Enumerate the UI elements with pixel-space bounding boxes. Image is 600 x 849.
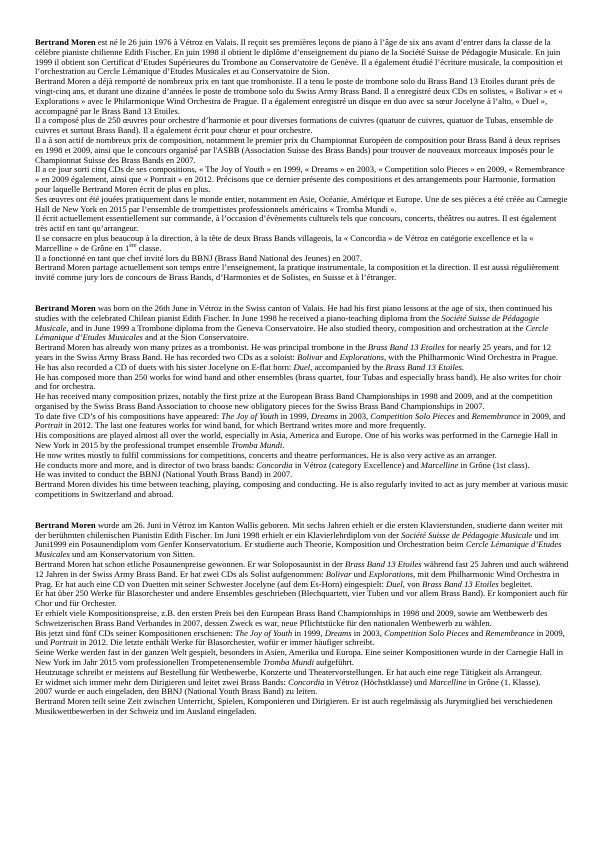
text-run: Marcelline xyxy=(420,459,459,470)
text-run: Competition Solo Pieces xyxy=(384,627,469,638)
paragraph xyxy=(35,234,570,254)
text-run: , von xyxy=(402,578,423,589)
text-run: während fast 25 Jahren und auch während 12 Jahren in der Swiss Army Brass Band. Er hat zwei CDs als Solist aufgenommen: xyxy=(35,559,569,579)
paragraph xyxy=(35,77,570,116)
text-run: Competition Solo Pieces xyxy=(370,410,455,421)
text-run: The Joy of Youth xyxy=(221,410,279,421)
text-run: Concordia xyxy=(287,676,325,687)
text-run: Dreams xyxy=(310,410,338,421)
text-run: He was invited to conduct the BBNJ (National Youth Brass Band) in 2007. xyxy=(35,469,293,480)
text-run: Seine Werke werden fast in der ganzen Welt gespielt, besonders in Asien, Amerika und Europa. Eine seiner Kompositionen wurde in der Carnegie Hall in New York im Jahr 2015 vom professionellen Trompetenensemble xyxy=(35,647,564,668)
text-run: Bertrand Moren xyxy=(35,37,96,47)
section-french xyxy=(35,38,570,283)
text-run: Remembrance xyxy=(471,410,521,421)
text-run: Duel xyxy=(386,578,403,589)
text-run: begleitet. xyxy=(498,578,533,589)
text-run: Concordia xyxy=(256,459,293,470)
text-run: Brass Band 13 Etoiles xyxy=(367,342,445,353)
paragraph xyxy=(35,431,570,451)
paragraph xyxy=(35,392,570,412)
text-run: He has composed more than 250 works for wind band and other ensembles (brass quartet, four Tubas and especially brass band). He also writes for choir and for orchestra. xyxy=(35,371,562,392)
text-run: 2007 wurde er auch eingeladen, den BBNJ (National Youth Brass Band) zu leiten. xyxy=(35,686,318,697)
text-run: classe. xyxy=(136,242,162,253)
text-run: Tromba Mundi xyxy=(262,657,314,668)
text-run: Il a à son actif de nombreux prix de composition, notamment le premier prix du Championnat Européen de composition pour Brass Band à deux reprises en 1998 et 2009, ainsi que le concours organisé par l'ASBB (Association Suisse des Brass Bands) pour trouver de nouveaux morceaux imposés pour le Championnat Suisse des Brass Bands en 2007. xyxy=(35,134,561,165)
text-run: und am Konservatorium von Sitten. xyxy=(69,549,195,560)
text-run: Brass Band 13 Etoiles xyxy=(345,559,422,570)
paragraph xyxy=(35,116,570,136)
text-run: and xyxy=(322,351,340,362)
document-body xyxy=(35,38,570,717)
text-run: Marcelline xyxy=(429,676,467,687)
text-run: Dreams xyxy=(324,627,352,638)
text-run: Société Suisse de Pédagogie Musicale xyxy=(401,529,533,540)
text-run: Il écrit actuellement essentiellement sur commande, à l’occasion d’évènements culturels tels que concours, concerts, théâtres ou autres. Il est également très actif en tant qu’arrangeur. xyxy=(35,213,557,234)
paragraph xyxy=(35,629,570,649)
text-run: Portrait xyxy=(35,420,63,431)
paragraph xyxy=(35,263,570,283)
text-run: in 1999, xyxy=(278,410,311,421)
text-run: , mit dem Philharmonic Wind Orchestra in Prag. Er hat auch eine CD von Duetten mit seiner Schwester Jocelyne (auf dem Es-Horn) eingespielt: xyxy=(35,568,560,589)
text-run: Bertrand Moren a déjà remporté de nombreux prix en tant que tromboniste. Il a tenu le poste de trombone solo du Brass Band 13 Etoiles durant près de vingt-cinq ans, et durant une dizaine d’années le poste de trombone solo du Swiss Army Brass Band. Il a enregistré deux CDs en solistes, « Bolivar » et « Explorations » avec le Philarmonique Wind Orchestra de Prague. Il a également enregistré un disque en duo avec sa sœur Jocelyne à l’alto, « Duel », accompagné par le Brass Band 13 Etoiles. xyxy=(35,76,563,116)
text-run: Remembrance xyxy=(485,627,535,638)
text-run: Bolivar xyxy=(297,351,323,362)
text-run: in Vétroz (category Excellence) and xyxy=(292,459,421,470)
text-run: Explorations xyxy=(368,568,414,579)
text-run: The Joy of Youth xyxy=(235,627,293,638)
text-run: Bis jetzt sind fünf CDs seiner Kompositionen erschienen: xyxy=(35,627,236,638)
text-run: und im Juni1999 ein Posaunendiplom vom Genfer Konservatorium. Er studierte auch Theorie, Komposition und Orchestration beim xyxy=(35,529,559,550)
text-run: To date five CD’s of his compositions have appeared: xyxy=(35,410,222,421)
text-run: in 2009, and xyxy=(520,410,566,421)
text-run: Er widmet sich immer mehr dem Dirigieren und leitet zwei Brass Bands: xyxy=(35,676,288,687)
text-run: Bolivar xyxy=(325,568,352,579)
text-run: and at the Sion Conservatoire. xyxy=(142,332,249,343)
paragraph xyxy=(35,609,570,629)
text-run: est né le 26 juin 1976 à Vétroz en Valais. Il reçoit ses premières leçons de piano à l’âge de six ans avant d’entrer dans la classe de la célèbre pianiste chilienne Edith Fischer. En juin 1998 il obtient le diplôme d’enseignement du piano de la Société Suisse de Pédagogie Musicale. En juin 1999 il obtient son Certificat d’Etudes Supérieures du Trombone au Conservatoire de Genève. Il a également étudié l’écriture musicale, la composition et l’orchestration au Cercle Lémanique d’Etudes Musicales et au Conservatoire de Sion. xyxy=(35,37,563,77)
text-run: Duel xyxy=(293,361,311,372)
paragraph xyxy=(35,648,570,668)
text-run: Il a composé plus de 250 œuvres pour orchestre d’harmonie et pour diverses formations de cuivres (quatuor de cuivres, quatuor de Tubas, ensemble de cuivres et surtout Brass Band). Il a également écrit pour chœur et pour orchestre. xyxy=(35,115,554,136)
text-run: Cercle Lémanique d’Etudes Musicales xyxy=(35,322,549,343)
section-english xyxy=(35,304,570,500)
text-run: Portrait xyxy=(50,637,78,648)
text-run: Brass Band 13 Etoiles xyxy=(422,578,499,589)
text-run: Bertrand Moren partage actuellement son temps entre l’enseignement, la pratique instrumentale, la composition et la direction. Il est aussi régulièrement invité comme jury lors de concours de Brass Bands, d’Harmonies et de Solistes, en Suisse et à l’étranger. xyxy=(35,262,560,283)
paragraph xyxy=(35,589,570,609)
paragraph xyxy=(35,343,570,372)
paragraph xyxy=(35,165,570,194)
text-run: in Grône (1. Klasse). xyxy=(466,676,541,687)
text-run: in 2003, xyxy=(337,410,371,421)
text-run: Bertrand Moren xyxy=(35,302,96,313)
text-run: Heutzutage schreibt er meistens auf Bestellung für Wettbewerbe, Konzerte und Theatervorstellungen. Er hat auch eine rege Tätigkeit als Arrangeur. xyxy=(35,666,542,677)
paragraph xyxy=(35,195,570,215)
text-run: Bertrand Moren xyxy=(35,519,96,530)
text-run: in 2003, xyxy=(351,627,385,638)
text-run: Explorations xyxy=(339,351,384,362)
text-run: and in June 1999 a Trombone diploma from the Geneva Conservatoire. He also studied theory, composition and orchestration at the xyxy=(68,322,526,333)
paragraph xyxy=(35,214,570,234)
text-run: Bertrand Moren teilt seine Zeit zwischen Unterricht, Spielen, Komponieren und Dirigieren. Er ist auch regelmässig als Jurymitglied bei verschiedenen Musikwettbewerben in der Schweiz und im Ausland eingeladen. xyxy=(35,696,553,716)
text-run: for nearly 25 years, and for 12 years in the Swiss Army Brass Band. He has recorded two CDs as a soloist: xyxy=(35,342,551,362)
paragraph xyxy=(35,373,570,393)
text-run: Il a fonctionné en tant que chef invité lors du BBNJ (Brass Band National des Jeunes) en 2007. xyxy=(35,252,362,263)
text-run: and xyxy=(454,410,472,421)
text-run: in 2012. Die letzte enthält Werke für Blasorchester, wofür er immer häufiger schreibt. xyxy=(77,637,375,648)
section-german xyxy=(35,521,570,717)
text-run: . xyxy=(282,440,285,451)
text-run: Er erhielt viele Kompositionspreise, z.B. den ersten Preis bei den European Brass Band Championships in 1998 und 2009, sowie am Wettbewerb des Schweizerischen Brass Band Verbandes in 2007, dessen Zweck es war, neue Pflichtstücke für den nationalen Wettbewerb zu wählen. xyxy=(35,608,548,628)
text-run: Il a ce jour sorti cinq CDs de ses compositions, « The Joy of Youth » en 1999, « Dreams » en 2003, « Competition solo Pieces » en 2009, « Remembrance » en 2009 également, ainsi que « Portrait » en 2012. Précisons que ce dernier présente des compositions et des arrangements pour Harmonie, formation pour laquelle Bertrand Moren écrit de plus en plus. xyxy=(35,164,565,194)
text-run: He conducts more and more, and is director of two brass bands: xyxy=(35,459,257,470)
text-run: Bertrand Moren has already won many prizes as a trombonist. He was principal trombone in the xyxy=(35,342,368,353)
paragraph xyxy=(35,38,570,77)
text-run: aufgeführt. xyxy=(313,657,355,668)
paragraph xyxy=(35,304,570,343)
text-run: , with the Philharmonic Wind Orchestra in Prague. He has also recorded a CD of duets with his sister Jocelyne on E-flat horn: xyxy=(35,351,558,372)
paragraph xyxy=(35,412,570,432)
text-run: Ses œuvres ont été jouées pratiquement dans le monde entier, notamment en Asie, Océanie, Amérique et Europe. Une de ses pièces a été créée au Carnegie Hall de New York en 2015 par l’ensemble de trompettistes professionnels américains « Tromba Mundi ». xyxy=(35,193,568,214)
text-run: He now writes mostly to fulfil commissions for competitions, concerts and theatre performances. He is also very active as an arranger. xyxy=(35,449,497,460)
text-run: Er hat über 250 Werke für Blasorchester und andere Ensembles geschrieben (Blechquartett, vier Tuben und vor allem Brass Band). Er komponiert auch für Chor und für Orchester. xyxy=(35,588,568,609)
text-run: in Vétroz (Höchstklasse) und xyxy=(324,676,430,687)
text-run: , accompanied by the xyxy=(310,361,386,372)
text-run: in Grône (1st class). xyxy=(458,459,530,470)
paragraph xyxy=(35,136,570,165)
text-run: in 2012. The last one features works for wind band, for which Bertrand writes more and more frequently. xyxy=(62,420,426,431)
text-run: was born on the 26th June in Vétroz in the Swiss canton of Valais. He had his first piano lessons at the age of six, then continued his studies with the celebrated Chilean pianist Edith Fischer. In June 1998 he received a piano-teaching diploma from the xyxy=(35,302,553,323)
text-run: wurde am 26. Juni in Vétroz im Kanton Wallis geboren. Mit sechs Jahren erhielt er die ersten Klavierstunden, studierte dann weiter mit der berühmten chilenischen Pianistin Edith Fischer. Im Juni 1998 erhielt er ein Klavierlehrdiplom von der xyxy=(35,519,563,540)
text-run: Bertrand Moren hat schon etliche Posaunenpreise gewonnen. Er war Soloposaunist in der xyxy=(35,559,346,570)
text-run: Brass Band 13 Etoiles. xyxy=(385,361,465,372)
paragraph xyxy=(35,521,570,560)
text-run: und xyxy=(351,568,369,579)
text-run: He has received many composition prizes, notably the first prize at the European Brass Band Championships in 1998 and 2009, and at the competition organised by the Swiss Brass Band Association to choose new obligatory pieces for the Swiss Brass Band Championships in 2007. xyxy=(35,391,553,411)
paragraph xyxy=(35,480,570,500)
text-run: ère xyxy=(129,242,137,249)
text-run: Cercle Lémanique d’Etudes Musicales xyxy=(35,539,562,560)
text-run: and xyxy=(468,627,486,638)
text-run: Il se consacre en plus beaucoup à la direction, à la tête de deux Brass Bands villageois, la « Concordia » de Vétroz en catégorie excellence et la « Marcelline » de Grône en 1 xyxy=(35,232,534,253)
paragraph xyxy=(35,697,570,717)
paragraph xyxy=(35,560,570,589)
text-run: Société Suisse de Pédagogie Musicale, xyxy=(35,312,540,333)
text-run: in 2009, und xyxy=(35,627,565,648)
text-run: Bertrand Moren divides his time between teaching, playing, composing and conducting. He is also regularly invited to act as jury member at various music competitions in Switzerland and abroad. xyxy=(35,479,569,500)
text-run: in 1999, xyxy=(292,627,325,638)
text-run: His compositions are played almost all over the world, especially in Asia, America and Europe. One of his works was performed in the Carnegie Hall in New York in 2015 by the professional trumpet ensemble xyxy=(35,430,558,451)
text-run: Tromba Mundi xyxy=(231,440,283,451)
